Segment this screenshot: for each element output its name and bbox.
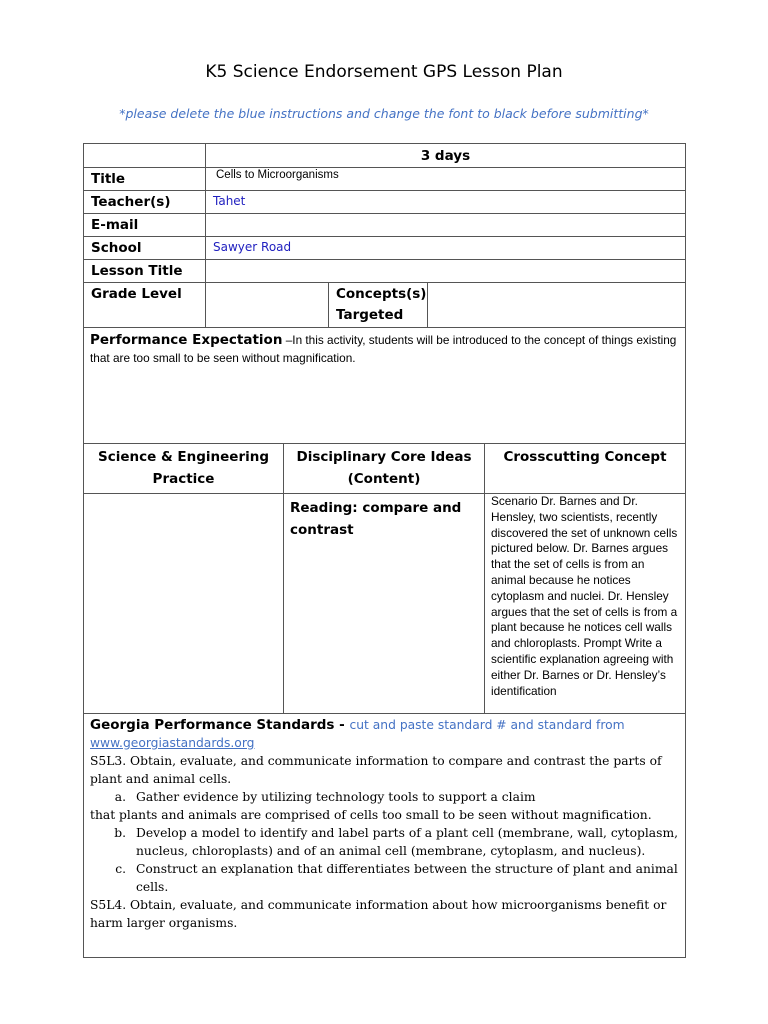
item-marker: b. — [114, 826, 126, 840]
email-label: E-mail — [84, 214, 206, 236]
empty-cell — [84, 144, 206, 167]
ccc-header: Crosscutting Concept — [503, 449, 667, 465]
email-row — [84, 214, 685, 237]
dci-field[interactable]: Reading: compare and contrast — [284, 494, 485, 713]
standard-item-b — [90, 824, 679, 860]
item-text: Develop a model to identify and label parts of a plant cell (membrane, wall, cytoplasm, nucleus, chloroplasts) and of an animal cell (membrane, cytoplasm, and nucleus). — [136, 826, 679, 858]
standard-item-a — [90, 788, 679, 806]
grade-row — [84, 283, 685, 328]
lesson-title-field[interactable] — [206, 260, 685, 282]
teacher-row — [84, 191, 685, 214]
duration-value[interactable]: 3 days — [420, 148, 471, 164]
georgia-standards-link[interactable]: www.georgiastandards.org — [90, 736, 255, 750]
practices-content-row — [84, 494, 685, 714]
duration-row — [84, 144, 685, 168]
ccc-field[interactable]: Scenario Dr. Barnes and Dr. Hensley, two scientists, recently discovered the set of unknown cells pictured below. Dr. Barnes argues that the set of cells is from an animal because he notices cytoplasm and nuclei. Dr. Hensley argues that the set of cells is from a plant because he notices cell walls and chloroplasts. Prompt Write a scientific explanation agreeing with either Dr. Barnes or Dr. Hensley’s identification — [491, 494, 678, 698]
teacher-label: Teacher(s) — [84, 191, 206, 213]
standard-s5l4: S5L4. Obtain, evaluate, and communicate information about how microorganisms benefit or harm larger organisms. — [90, 898, 667, 930]
standard-item-c — [90, 860, 679, 896]
item-text: Construct an explanation that differentiates between the structure of plant and animal cells. — [136, 862, 678, 894]
concepts-label-line2: Targeted — [336, 307, 404, 323]
title-field[interactable]: Cells to Microorganisms — [216, 169, 339, 181]
concepts-field[interactable] — [428, 283, 685, 327]
standards-section[interactable] — [84, 714, 685, 957]
performance-expectation[interactable] — [84, 328, 685, 443]
lesson-title-label: Lesson Title — [84, 260, 206, 282]
standard-s5l3: S5L3. Obtain, evaluate, and communicate information to compare and contrast the parts of plant and animal cells. — [90, 754, 662, 786]
lesson-title-row — [84, 260, 685, 283]
performance-row — [84, 328, 685, 444]
sep-header: Science & Engineering Practice — [84, 444, 284, 493]
item-marker: c. — [115, 862, 126, 876]
performance-text: –In this activity, students will be introduced to the concept of things existing that are too small to be seen without magnification. — [90, 333, 677, 365]
lesson-plan-table — [83, 143, 686, 958]
title-row — [84, 168, 685, 191]
standards-row — [84, 714, 685, 957]
school-field[interactable]: Sawyer Road — [213, 240, 292, 254]
standards-note: cut and paste standard # and standard from — [349, 718, 625, 732]
standards-heading — [90, 716, 679, 734]
school-label: School — [84, 237, 206, 259]
email-field[interactable] — [206, 214, 685, 236]
instructions-note: *please delete the blue instructions and change the font to black before submitting* — [119, 106, 649, 121]
concepts-label — [329, 283, 428, 327]
item-text: Gather evidence by utilizing technology tools to support a claim — [136, 790, 536, 804]
dci-header: Disciplinary Core Ideas (Content) — [284, 444, 485, 493]
sep-field[interactable] — [84, 494, 284, 713]
standard-item-a-continuation: that plants and animals are comprised of cells too small to be seen without magnification. — [90, 808, 652, 822]
grade-field[interactable] — [206, 283, 329, 327]
teacher-field[interactable]: Tahet — [213, 194, 246, 208]
title-label: Title — [84, 168, 206, 190]
performance-label: Performance Expectation — [90, 332, 283, 348]
grade-label: Grade Level — [84, 283, 206, 327]
school-row — [84, 237, 685, 260]
standards-label: Georgia Performance Standards — [90, 717, 335, 733]
practices-header-row — [84, 444, 685, 494]
standards-dash: - — [334, 717, 350, 733]
document-title: K5 Science Endorsement GPS Lesson Plan — [205, 62, 563, 82]
concepts-label-line1: Concepts(s) — [336, 286, 427, 302]
item-marker: a. — [114, 790, 126, 804]
